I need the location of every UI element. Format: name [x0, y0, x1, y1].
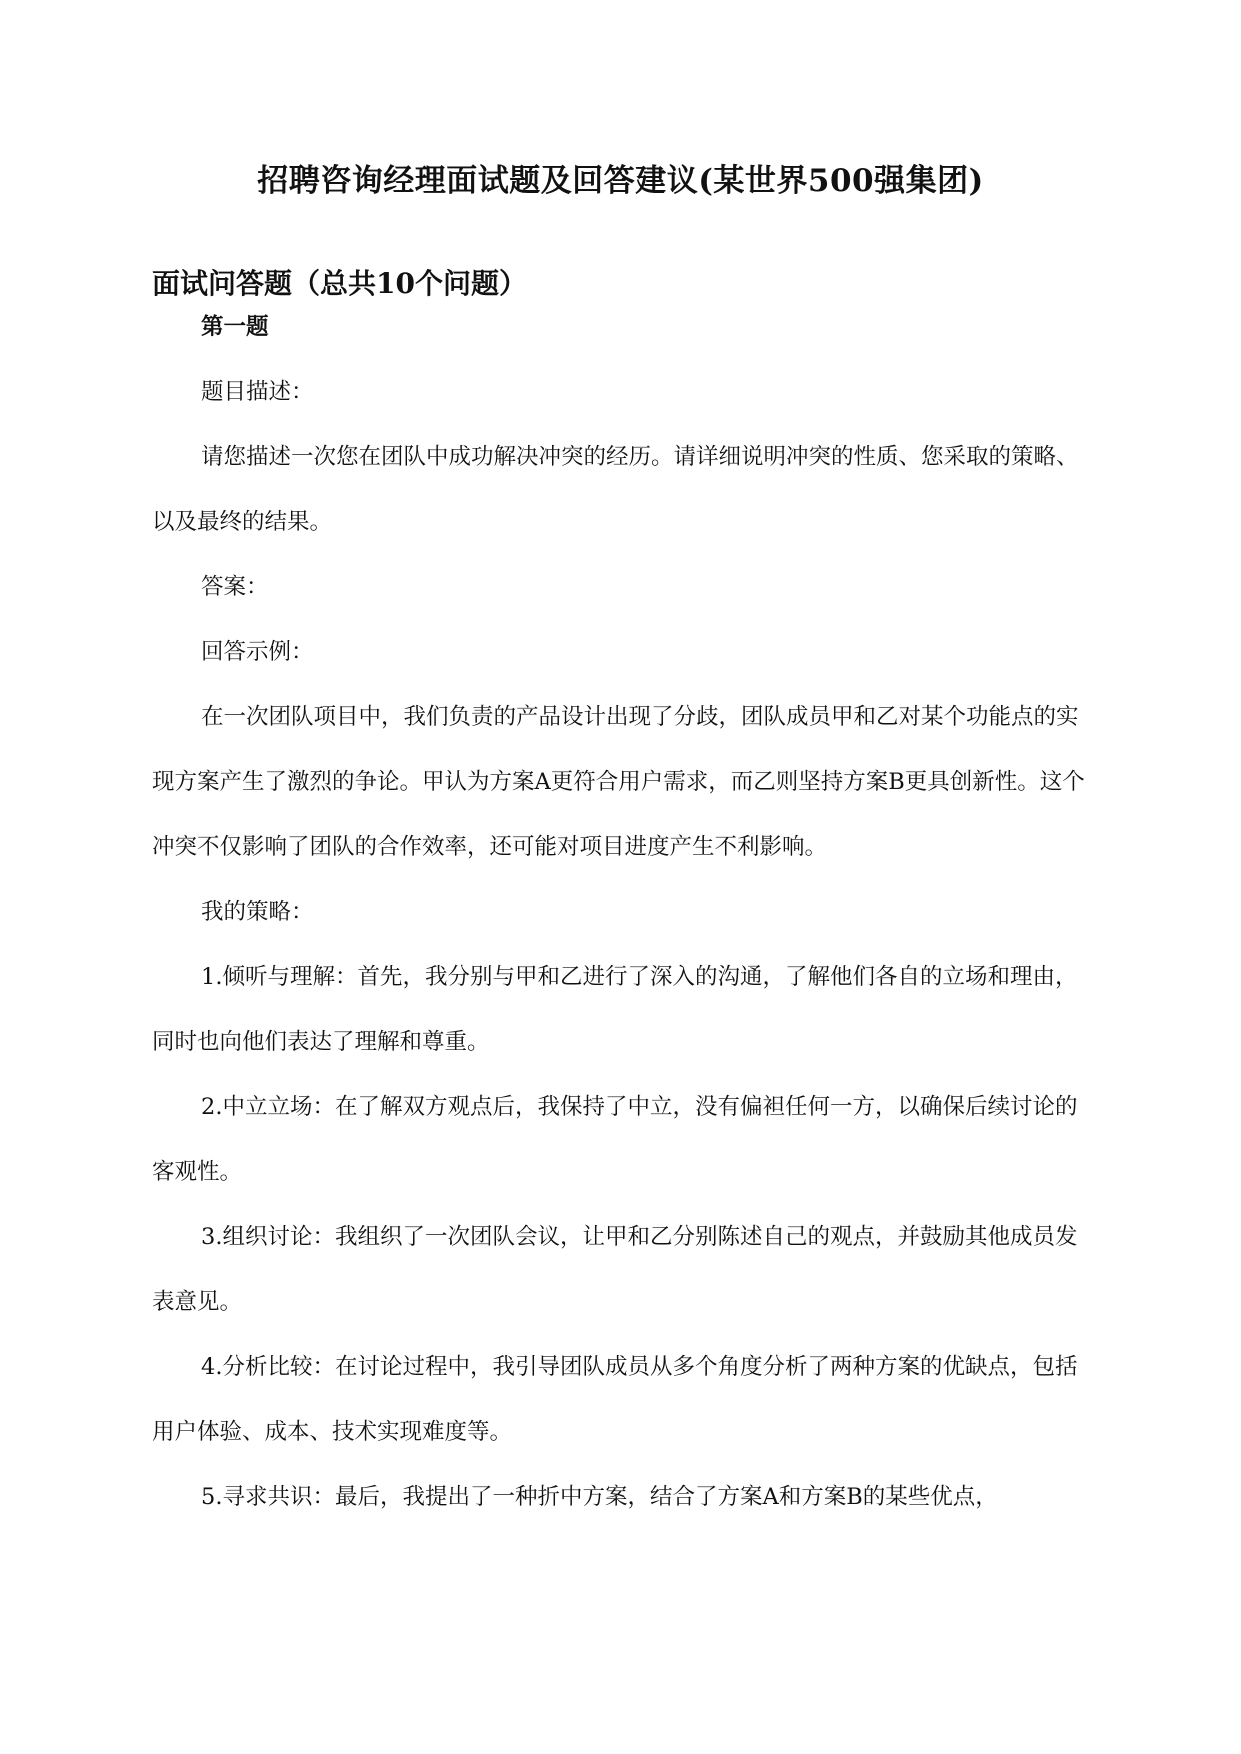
- strategy-item: 4.分析比较：在讨论过程中，我引导团队成员从多个角度分析了两种方案的优缺点，包括用户体验、成本、技术实现难度等。: [152, 1354, 1078, 1445]
- example-label: 回答示例：: [201, 639, 314, 665]
- question-body: [152, 295, 1090, 1530]
- section-heading: 面试问答题（总共10个问题）: [152, 267, 527, 300]
- strategy-item: 5.寻求共识：最后，我提出了一种折中方案，结合了方案A和方案B的某些优点，: [201, 1484, 998, 1510]
- question-number: 第一题: [201, 314, 269, 340]
- strategy-item: 2.中立立场：在了解双方观点后，我保持了中立，没有偏袒任何一方，以确保后续讨论的客观性。: [152, 1094, 1078, 1185]
- description-label: 题目描述：: [201, 379, 314, 405]
- strategy-item: 3.组织讨论：我组织了一次团队会议，让甲和乙分别陈述自己的观点，并鼓励其他成员发表意见。: [152, 1224, 1078, 1315]
- strategy-label: 我的策略：: [201, 899, 314, 925]
- question-description: 请您描述一次您在团队中成功解决冲突的经历。请详细说明冲突的性质、您采取的策略、以及最终的结果。: [152, 444, 1079, 535]
- strategy-item: 1.倾听与理解：首先，我分别与甲和乙进行了深入的沟通，了解他们各自的立场和理由，同时也向他们表达了理解和尊重。: [152, 964, 1078, 1055]
- document-title: 招聘咨询经理面试题及回答建议(某世界500强集团): [257, 163, 984, 199]
- answer-label: 答案：: [201, 574, 269, 600]
- example-paragraph: 在一次团队项目中，我们负责的产品设计出现了分歧，团队成员甲和乙对某个功能点的实现方案产生了激烈的争论。甲认为方案A更符合用户需求，而乙则坚持方案B更具创新性。这个冲突不仅影响了团队的合作效率，还可能对项目进度产生不利影响。: [152, 704, 1085, 860]
